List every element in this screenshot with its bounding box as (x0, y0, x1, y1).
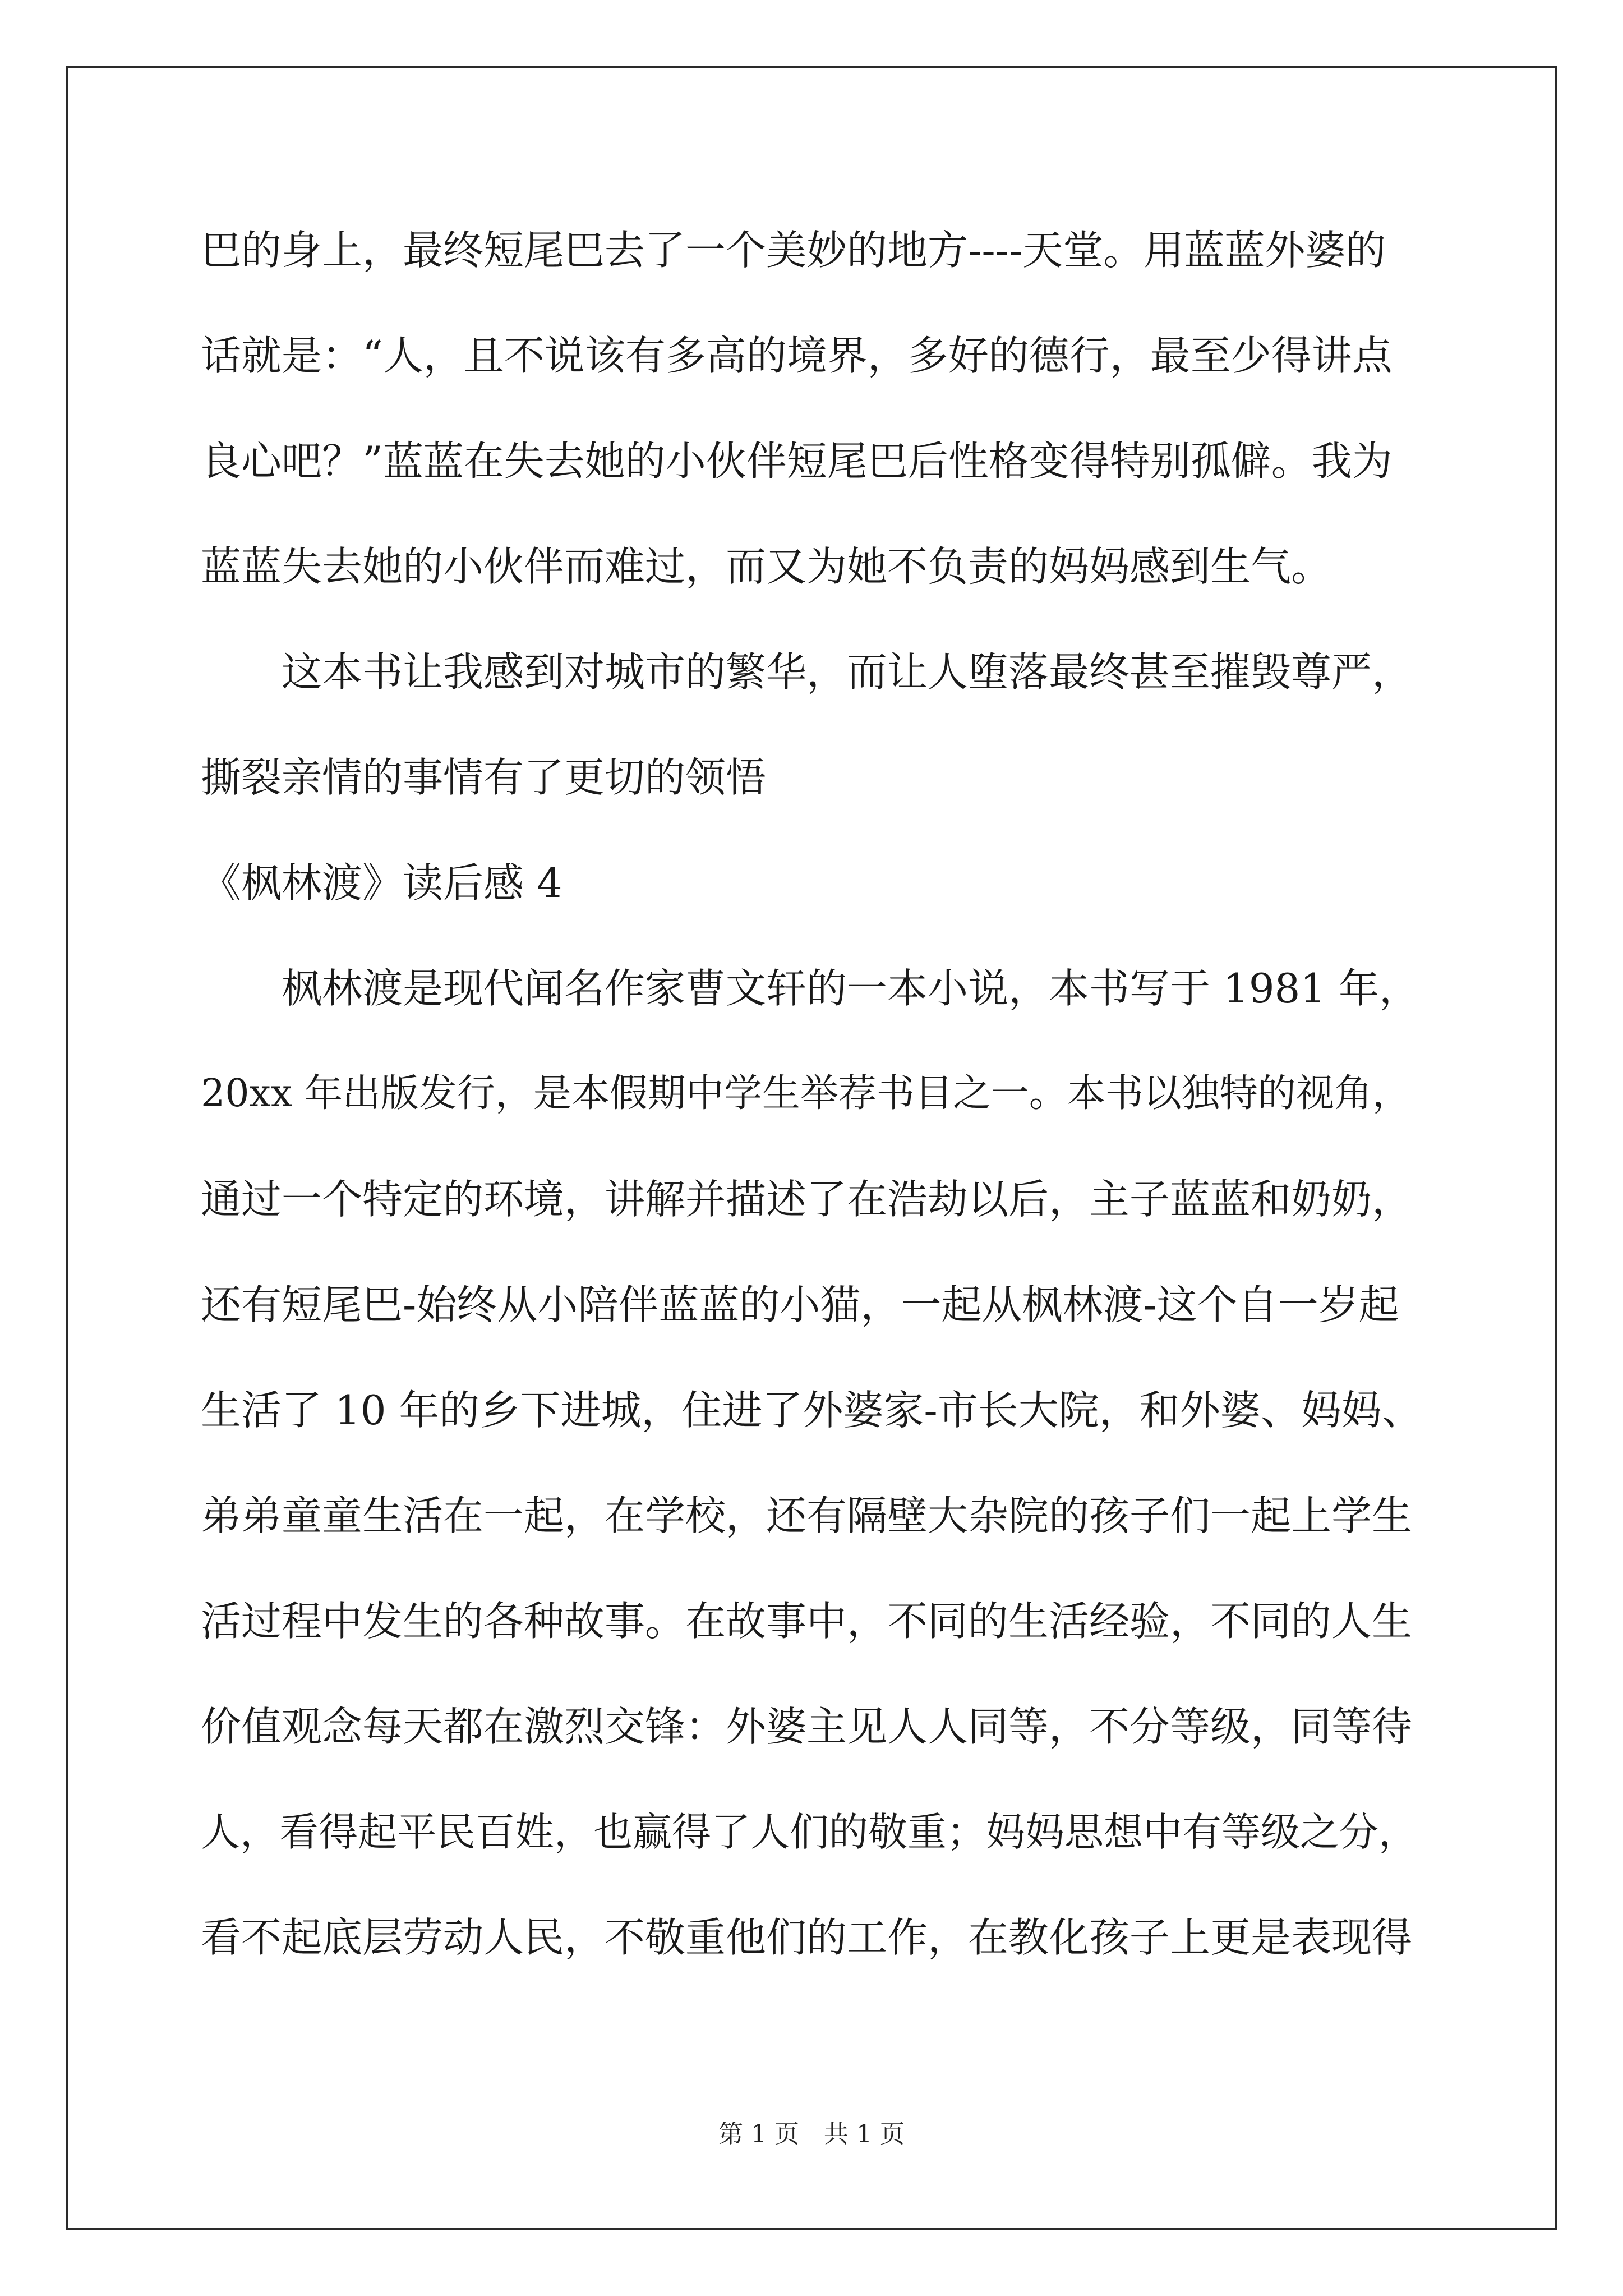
text-line: 还有短尾巴-始终从小陪伴蓝蓝的小猫，一起从枫林渡-这个自一岁起 (201, 1281, 1399, 1328)
text-line: 弟弟童童生活在一起，在学校，还有隔壁大杂院的孩子们一起上学生 (201, 1492, 1413, 1539)
section-heading: 《枫林渡》读后感 4 (201, 859, 562, 907)
text-line: 通过一个特定的环境，讲解并描述了在浩劫以后，主子蓝蓝和奶奶， (201, 1176, 1413, 1223)
text-line: 巴的身上，最终短尾巴去了一个美妙的地方----天堂。用蓝蓝外婆的 (201, 227, 1386, 274)
text-line: 价值观念每天都在激烈交锋：外婆主见人人同等，不分等级，同等待 (201, 1703, 1413, 1750)
text-line: 枫林渡是现代闻名作家曹文轩的一本小说，本书写于 1981 年， (282, 965, 1420, 1012)
text-line: 人，看得起平民百姓，也赢得了人们的敬重；妈妈思想中有等级之分， (201, 1809, 1418, 1855)
text-line: 看不起底层劳动人民，不敬重他们的工作，在教化孩子上更是表现得 (201, 1914, 1413, 1961)
text-line: 20xx 年出版发行，是本假期中学生举荐书目之一。本书以独特的视角， (201, 1071, 1410, 1116)
text-line: 活过程中发生的各种故事。在故事中，不同的生活经验，不同的人生 (201, 1598, 1413, 1645)
text-line: 生活了 10 年的乡下进城，住进了外婆家-市长大院，和外婆、妈妈、 (201, 1387, 1422, 1434)
text-line: 良心吧？”蓝蓝在失去她的小伙伴短尾巴后性格变得特别孤僻。我为 (201, 438, 1393, 485)
text-line: 话就是：“人，且不说该有多高的境界，多好的德行，最至少得讲点 (201, 332, 1393, 379)
text-line: 蓝蓝失去她的小伙伴而难过，而又为她不负责的妈妈感到生气。 (201, 543, 1332, 590)
page-border (66, 66, 1557, 2230)
text-line: 撕裂亲情的事情有了更切的领悟 (201, 754, 767, 801)
text-line: 这本书让我感到对城市的繁华，而让人堕落最终甚至摧毁尊严， (282, 648, 1413, 696)
page-footer: 第 1 页 共 1 页 (718, 2120, 905, 2148)
